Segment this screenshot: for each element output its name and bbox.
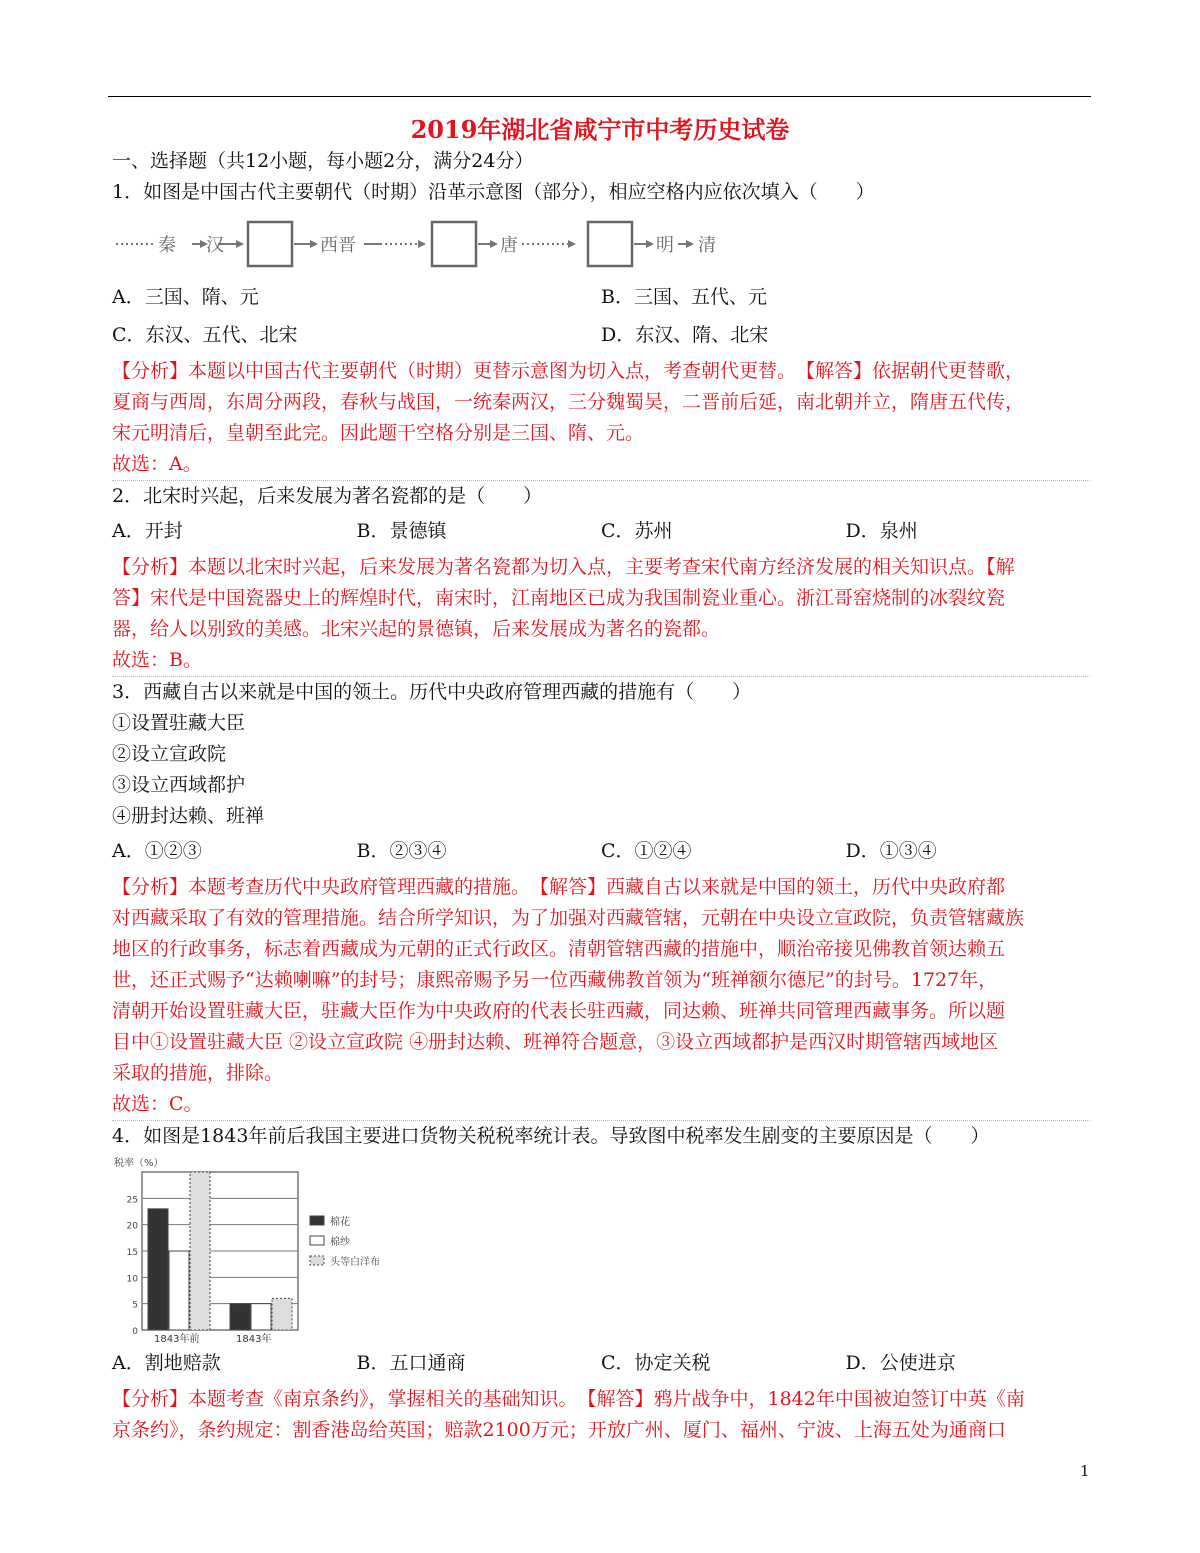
header-rule (108, 96, 1091, 97)
question-4-options (112, 1344, 1090, 1382)
question-2-analysis (112, 552, 1090, 645)
bar-棉花 (148, 1209, 168, 1330)
y-tick-label: 5 (132, 1300, 138, 1311)
y-tick-label: 25 (126, 1195, 138, 1206)
question-1-stem: 1．如图是中国古代主要朝代（时期）沿革示意图（部分），相应空格内应依次填入（ ） (112, 181, 875, 203)
question-1-answer: 故选：A。 (112, 449, 1090, 481)
question-3-analysis (112, 872, 1090, 1089)
dynasty-timeline (112, 214, 1090, 274)
analysis-line: 地区的行政事务，标志着西藏成为元朝的正式行政区。清朝管辖西藏的措施中，顺治帝接见佛教首领达赖五 (112, 938, 1006, 960)
analysis-line: 夏商与西周，东周分两段，春秋与战国，一统秦两汉，三分魏蜀吴，二晋前后延，南北朝并立，隋唐五代传， (112, 391, 1025, 413)
option-b: B．②③④ (356, 839, 447, 862)
timeline-label-qin: 秦 (158, 235, 176, 256)
question-3-answer: 故选：C。 (112, 1089, 1090, 1121)
y-tick-label: 20 (126, 1221, 138, 1232)
legend-swatch (310, 1236, 324, 1245)
y-tick-label: 10 (126, 1274, 138, 1285)
y-tick-label: 0 (132, 1327, 138, 1337)
legend-label: 头等白洋布 (330, 1257, 380, 1268)
bar-头等白洋布 (272, 1298, 292, 1330)
question-1-analysis (112, 356, 1090, 449)
option-a: A．三国、隋、元 (112, 285, 259, 308)
analysis-line: 【分析】本题考查历代中央政府管理西藏的措施。 【解答】西藏自古以来就是中国的领土，历代中央政府都 (112, 876, 1006, 898)
option-b: B．五口通商 (356, 1351, 466, 1374)
option-d: D．泉州 (845, 519, 918, 542)
question-3-options (112, 832, 1090, 870)
y-axis-label: 税率（%） (114, 1158, 164, 1169)
x-tick-label: 1843年 (236, 1334, 272, 1344)
y-tick-label: 15 (126, 1248, 138, 1258)
option-b: B．景德镇 (356, 519, 447, 542)
legend-swatch (310, 1216, 324, 1225)
option-c: C．东汉、五代、北宋 (112, 323, 298, 346)
bar-棉纱 (251, 1304, 271, 1330)
analysis-line: 【分析】本题考查《南京条约》，掌握相关的基础知识。 【解答】鸦片战争中，1842年中国被迫签订中英《南 (112, 1388, 1025, 1410)
analysis-line: 目中①设置驻藏大臣 ②设立宣政院 ④册封达赖、班禅符合题意，③设立西域都护是西汉时期管辖西域地区 (112, 1031, 999, 1053)
page-title: 2019年湖北省咸宁市中考历史试卷 (410, 115, 790, 144)
analysis-line: 京条约》，条约规定：割香港岛给英国；赔款2100万元；开放广州、厦门、福州、宁波、上海五处为通商口 (112, 1419, 1006, 1441)
question-4-stem: 4．如图是1843年前后我国主要进口货物关税税率统计表。导致图中税率发生剧变的主要原因是（ ） (112, 1125, 990, 1147)
timeline-diagram (112, 214, 732, 274)
option-d: D．东汉、隋、北宋 (601, 323, 769, 346)
analysis-line: 采取的措施，排除。 (112, 1062, 284, 1084)
tariff-chart-svg (112, 1154, 412, 1344)
timeline-label-qing: 清 (698, 235, 716, 256)
option-a: A．割地赔款 (112, 1351, 221, 1374)
bar-头等白洋布 (190, 1172, 210, 1330)
question-2-answer: 故选：B。 (112, 645, 1090, 677)
analysis-line: 【分析】本题以北宋时兴起，后来发展为著名瓷都为切入点，主要考查宋代南方经济发展的相关知识点。【解 (112, 556, 1015, 578)
question-4-analysis (112, 1384, 1090, 1446)
question-3-item: ②设立宣政院 (112, 743, 227, 765)
option-a: A．①②③ (112, 839, 202, 862)
exam-content (112, 146, 1090, 1446)
question-3-item: ①设置驻藏大臣 (112, 712, 246, 734)
section-heading: 一、选择题（共12小题，每小题2分，满分24分） (112, 150, 534, 172)
analysis-line: 宋元明清后，皇朝至此完。因此题干空格分别是三国、隋、元。 (112, 422, 645, 444)
question-1-options-2 (112, 316, 1090, 354)
option-c: C．①②④ (601, 839, 692, 862)
analysis-line: 世，还正式赐予“达赖喇嘛”的封号；康熙帝赐予另一位西藏佛教首领为“班禅额尔德尼”的封号。1727年， (112, 969, 998, 991)
x-tick-label: 1843年前 (154, 1334, 200, 1344)
option-a: A．开封 (112, 519, 183, 542)
analysis-line: 对西藏采取了有效的管理措施。结合所学知识，为了加强对西藏管辖，元朝在中央设立宣政院，负责管辖藏族 (112, 907, 1025, 929)
analysis-line: 器，给人以别致的美感。北宋兴起的景德镇，后来发展成为著名的瓷都。 (112, 618, 721, 640)
timeline-label-xijin: 西晋 (320, 235, 356, 256)
question-2-options (112, 512, 1090, 550)
option-c: C．协定关税 (601, 1351, 711, 1374)
question-3-item: ④册封达赖、班禅 (112, 805, 265, 827)
legend-swatch (310, 1256, 324, 1265)
tariff-chart (112, 1154, 1090, 1344)
option-d: D．①③④ (845, 839, 937, 862)
page-number: 1 (1080, 1462, 1090, 1480)
question-2-stem: 2．北宋时兴起，后来发展为著名瓷都的是（ ） (112, 485, 543, 507)
option-d: D．公使进京 (845, 1351, 956, 1374)
question-1-options (112, 278, 1090, 316)
legend-label: 棉花 (330, 1217, 350, 1228)
legend-label: 棉纱 (330, 1237, 350, 1248)
timeline-label-tang: 唐 (500, 235, 518, 256)
option-b: B．三国、五代、元 (601, 285, 767, 308)
analysis-line: 答】宋代是中国瓷器史上的辉煌时代，南宋时，江南地区已成为我国制瓷业重心。浙江哥窑烧制的冰裂纹瓷 (112, 587, 1006, 609)
option-c: C．苏州 (601, 519, 673, 542)
question-3-stem: 3．西藏自古以来就是中国的领土。历代中央政府管理西藏的措施有（ ） (112, 681, 752, 703)
timeline-label-han: 汉 (206, 235, 224, 256)
analysis-line: 清朝开始设置驻藏大臣，驻藏大臣作为中央政府的代表长驻西藏，同达赖、班禅共同管理西藏事务。所以题 (112, 1000, 1006, 1022)
question-3-item: ③设立西域都护 (112, 774, 246, 796)
analysis-line: 【分析】本题以中国古代主要朝代（时期）更替示意图为切入点，考查朝代更替。 【解答】依据朝代更替歌， (112, 360, 1025, 382)
timeline-label-ming: 明 (656, 235, 674, 256)
bar-棉纱 (169, 1251, 189, 1330)
bar-棉花 (230, 1304, 250, 1330)
